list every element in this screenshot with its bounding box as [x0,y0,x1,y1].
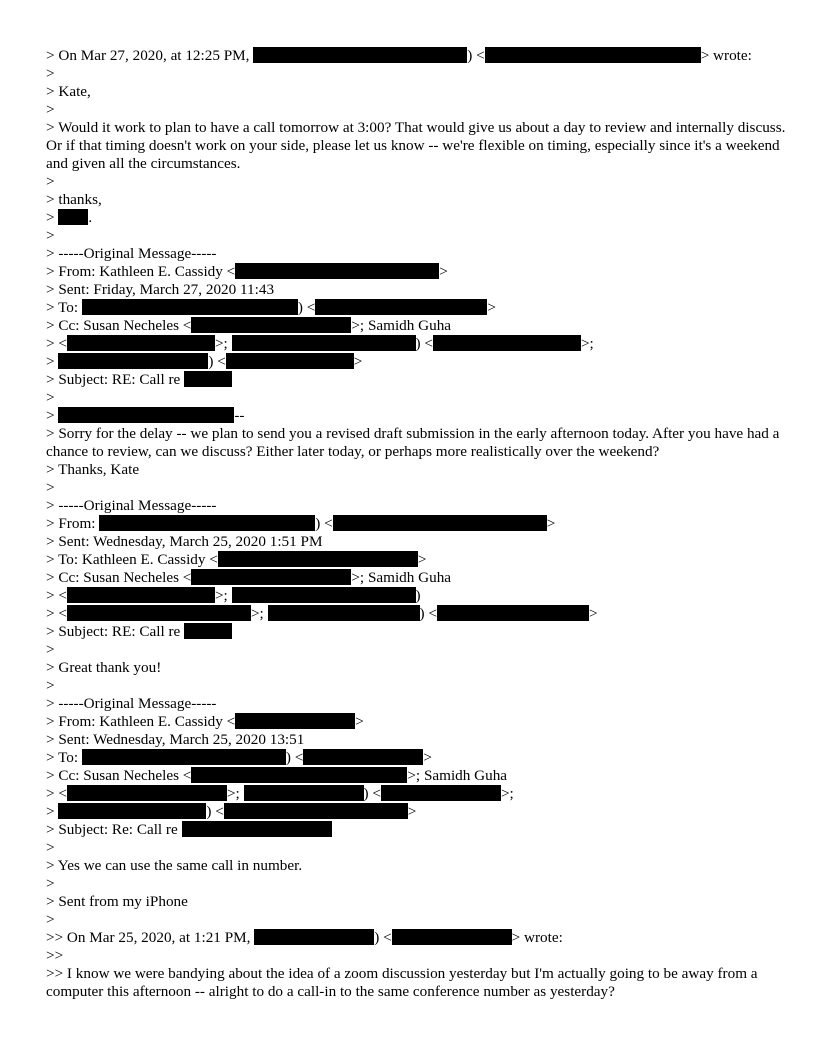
line-text: >; [214,587,232,604]
redaction-box [191,569,351,585]
email-line [46,227,786,245]
line-text: > [407,803,417,820]
line-text: > < [46,605,67,622]
line-text: > [46,479,55,496]
redaction-box [392,929,512,945]
redaction-box [58,353,208,369]
line-text: >; [250,605,268,622]
email-line [46,677,786,695]
email-line [46,263,786,281]
line-text: > [46,803,59,820]
redaction-box [82,749,286,765]
email-line [46,713,786,731]
line-text: ) < [315,515,333,532]
email-line [46,605,786,623]
line-text: . [88,209,93,226]
line-text: > From: Kathleen E. Cassidy < [46,263,236,280]
email-line [46,821,786,839]
email-line [46,47,786,65]
line-text: > [487,299,496,316]
line-text: ) [415,587,421,604]
line-text: > [46,911,55,928]
line-text: >; [500,785,514,802]
redaction-box [232,335,416,351]
redaction-box [437,605,589,621]
line-text: > Subject: Re: Call re [46,821,182,838]
email-line [46,191,786,209]
line-text: >; [226,785,244,802]
redaction-box [67,335,215,351]
email-line [46,803,786,821]
line-text: > Yes we can use the same call in number. [46,857,303,874]
line-text: >; [214,335,232,352]
redaction-box [235,263,439,279]
redaction-box [182,821,332,837]
line-text: >; Samidh Guha [407,767,508,784]
email-line [46,461,786,479]
line-text: > To: [46,749,82,766]
line-text: > -----Original Message----- [46,695,217,712]
line-text: > Kate, [46,83,91,100]
email-line [46,65,786,83]
email-line [46,587,786,605]
line-text: >> I know we were bandying about the idea of a zoom discussion yesterday but I'm actually going to be away from a computer this afternoon -- alright to do a call-in to the same conference number as yesterday? [46,965,758,1000]
line-text: > Cc: Susan Necheles < [46,317,192,334]
line-text: > Cc: Susan Necheles < [46,767,192,784]
email-line [46,119,786,173]
email-line [46,839,786,857]
line-text: > [46,875,55,892]
line-text: ) < [208,353,226,370]
redaction-box [67,785,227,801]
redaction-box [232,587,416,603]
redaction-box [191,767,407,783]
line-text: ) < [285,749,304,766]
line-text: > wrote: [700,47,752,64]
line-text: -- [234,407,245,424]
line-text: > [46,641,55,658]
email-line [46,749,786,767]
line-text: > -----Original Message----- [46,497,217,514]
line-text: > -----Original Message----- [46,245,217,262]
line-text: > < [46,785,67,802]
line-text: > [46,407,59,424]
email-line [46,209,786,227]
email-line [46,695,786,713]
redaction-box [253,47,467,63]
line-text: > < [46,335,67,352]
redaction-box [485,47,701,63]
email-line [46,623,786,641]
redaction-box [333,515,547,531]
line-text: >> On Mar 25, 2020, at 1:21 PM, [46,929,255,946]
line-text: > On Mar 27, 2020, at 12:25 PM, [46,47,254,64]
email-line [46,551,786,569]
line-text: > [46,101,55,118]
line-text: > [46,389,55,406]
redaction-box [184,371,232,387]
line-text: > To: Kathleen E. Cassidy < [46,551,218,568]
line-text: >> [46,947,64,964]
email-line [46,479,786,497]
redaction-box [381,785,501,801]
line-text: > Sent: Friday, March 27, 2020 11:43 [46,281,275,298]
redaction-box [303,749,423,765]
line-text: ) < [415,335,433,352]
line-text: > [355,713,364,730]
email-line [46,785,786,803]
email-line [46,875,786,893]
line-text: > Great thank you! [46,659,162,676]
line-text: > [588,605,598,622]
line-text: > Cc: Susan Necheles < [46,569,192,586]
line-text: > [46,839,55,856]
email-line [46,731,786,749]
line-text: > Subject: RE: Call re [46,623,185,640]
redaction-box [67,605,251,621]
line-text: ) < [419,605,437,622]
email-line [46,659,786,677]
email-line [46,83,786,101]
email-line [46,299,786,317]
line-text: > thanks, [46,191,102,208]
email-line [46,965,786,1001]
email-line [46,425,786,461]
email-line [46,173,786,191]
email-line [46,767,786,785]
redaction-box [268,605,420,621]
email-line [46,641,786,659]
email-line [46,101,786,119]
line-text: >; Samidh Guha [351,317,452,334]
email-line [46,353,786,371]
line-text: > wrote: [511,929,563,946]
email-thread [46,47,786,1001]
redaction-box [82,299,298,315]
line-text: > Would it work to plan to have a call tomorrow at 3:00? That would give us about a day to review and internally discuss. Or if that timing doesn't work on your side, please let us know -- we're flexible on timing, especially since it's a weekend and given all the circumstances. [46,119,786,172]
redaction-box [58,407,234,423]
email-line [46,569,786,587]
line-text: > [46,65,55,82]
email-line [46,335,786,353]
redaction-box [191,317,351,333]
redaction-box [244,785,364,801]
redaction-box [315,299,487,315]
line-text: ) < [467,47,485,64]
email-line [46,281,786,299]
email-line [46,317,786,335]
line-text: > From: [46,515,100,532]
email-line [46,515,786,533]
redaction-box [433,335,581,351]
line-text: > [46,173,55,190]
line-text: > [46,227,55,244]
redaction-box [235,713,355,729]
redaction-box [254,929,374,945]
line-text: > [46,209,59,226]
redaction-box [67,587,215,603]
email-line [46,929,786,947]
email-line [46,947,786,965]
line-text: > From: Kathleen E. Cassidy < [46,713,236,730]
redaction-box [184,623,232,639]
line-text: > To: [46,299,82,316]
line-text: ) < [297,299,316,316]
line-text: > [546,515,556,532]
email-line [46,371,786,389]
email-line [46,857,786,875]
line-text: > [417,551,427,568]
line-text: > [439,263,448,280]
line-text: > Sorry for the delay -- we plan to send you a revised draft submission in the early afternoon today. After you have had a chance to review, can we discuss? Either later today, or perhaps more realistically over the weekend? [46,425,780,460]
email-line [46,893,786,911]
line-text: > Subject: RE: Call re [46,371,185,388]
redaction-box [58,209,88,225]
email-line [46,911,786,929]
line-text: >; [580,335,594,352]
line-text: > Sent: Wednesday, March 25, 2020 1:51 PM [46,533,323,550]
email-line [46,533,786,551]
email-line [46,245,786,263]
line-text: >; Samidh Guha [351,569,452,586]
email-line [46,497,786,515]
line-text: ) < [363,785,381,802]
redaction-box [58,803,206,819]
line-text: ) < [206,803,224,820]
line-text: > < [46,587,67,604]
line-text: > [46,677,55,694]
redaction-box [224,803,408,819]
line-text: > [46,353,59,370]
line-text: > [353,353,363,370]
line-text: ) < [374,929,392,946]
line-text: > Sent: Wednesday, March 25, 2020 13:51 [46,731,305,748]
email-line [46,389,786,407]
redaction-box [226,353,354,369]
line-text: > Sent from my iPhone [46,893,188,910]
line-text: > Thanks, Kate [46,461,140,478]
email-line [46,407,786,425]
line-text: > [423,749,432,766]
redaction-box [99,515,315,531]
redaction-box [218,551,418,567]
